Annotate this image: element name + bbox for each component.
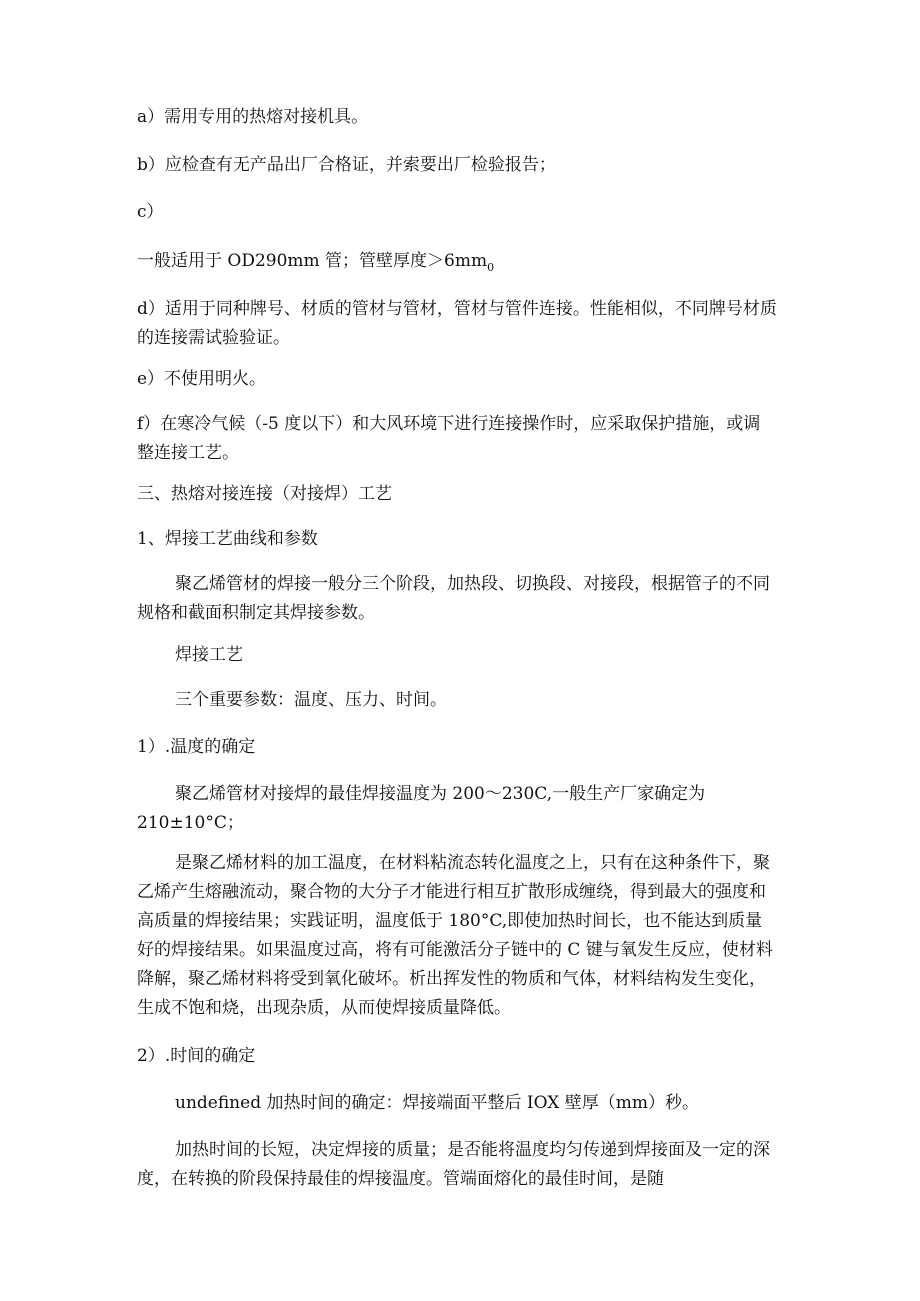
heating-time-paragraph: 加热时间的长短，决定焊接的质量；是否能将温度均匀传递到焊接面及一定的深度，在转换的阶段保持最佳的焊接温度。管端面熔化的最佳时间，是随 [137,1140,770,1189]
subsection-1-heading: 1、焊接工艺曲线和参数 [137,529,318,549]
paragraph-welding-stages: 聚乙烯管材的焊接一般分三个阶段，加热段、切换段、对接段，根据管子的不同规格和截面积制定其焊接参数。 [137,574,770,623]
section-3-heading: 三、热熔对接连接（对接焊）工艺 [137,484,392,504]
temperature-explanation: 是聚乙烯材料的加工温度，在材料粘流态转化温度之上，只有在这种条件下，聚乙烯产生熔融流动，聚合物的大分子才能进行相互扩散形成缠绕，得到最大的强度和高质量的焊接结果；实践证明，温度低于 180°C,即使加热时间长，也不能达到质量好的焊接结果。如果温度过高，将有可能激活分子链中的 C 键与氧发生反应，使材料降解，聚乙烯材料将受到氧化破坏。析出挥发性的物质和气体，材料结构发生变化，生成不饱和烧，出现杂质，从而使焊接质量降低。 [137,853,773,1018]
time-heading: 2）.时间的确定 [137,1046,256,1066]
item-c: c） [137,202,164,222]
temperature-paragraph: 聚乙烯管材对接焊的最佳焊接温度为 200～230C,一般生产厂家确定为 210±10°C； [137,784,706,833]
welding-process-label: 焊接工艺 [175,645,243,665]
temperature-heading: 1）.温度的确定 [137,737,256,757]
item-a: a）需用专用的热熔对接机具。 [137,107,369,127]
od-text: 一般适用于 OD290mm 管；管壁厚度＞6mm [137,251,488,271]
od-subscript: 0 [487,261,495,274]
item-f: f）在寒冷气候（-5 度以下）和大风环境下进行连接操作时，应采取保护措施，或调整连接工艺。 [137,414,761,463]
od-line [137,247,777,282]
three-parameters: 三个重要参数：温度、压力、时间。 [175,690,447,710]
item-e: e）不使用明火。 [137,369,267,389]
item-b: b）应检查有无产品出厂合格证，并索要出厂检验报告； [137,155,556,175]
heating-time-line: undefined 加热时间的确定：焊接端面平整后 IOX 壁厚（mm）秒。 [175,1093,699,1113]
item-d: d）适用于同种牌号、材质的管材与管材，管材与管件连接。性能相似，不同牌号材质的连接需试验验证。 [137,299,777,348]
